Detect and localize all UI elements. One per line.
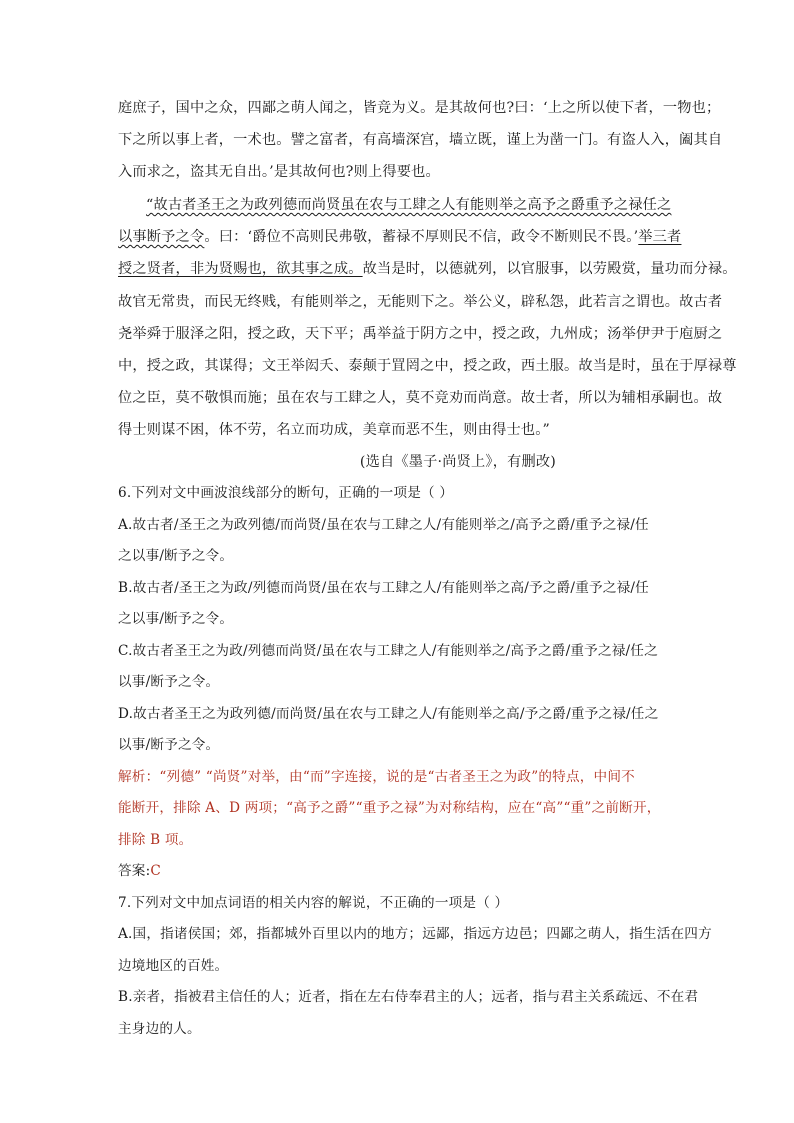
underlined-text: 授之贤者，非为贤赐也，欲其事之成。	[118, 261, 363, 277]
passage-paragraph-start	[146, 195, 676, 215]
question-7-option-b: B.亲者，指被君主信任的人；近者，指在左右侍奉君主的人；远者，指与君主关系疏远、不在君	[118, 989, 699, 1005]
answer-label: 答案:	[118, 863, 151, 879]
question-6-option-c: C.故古者圣王之为政/列德而尚贤/虽在农与工肆之人/有能则举之/高予之爵/重予之禄/任之	[118, 643, 658, 659]
question-6-stem: 6.下列对文中画波浪线部分的断句，正确的一项是（ ）	[118, 485, 454, 501]
question-6-option-b-cont: 之以事/断予之令。	[118, 611, 234, 627]
passage-line: 故官无常贵，而民无终贱，有能则举之，无能则下之。举公义，辟私怨，此若言之谓也。故古者	[118, 294, 723, 310]
passage-text: 。曰：‘爵位不高则民弗敬，蓄禄不厚则民不信，政令不断则民不畏。’	[204, 229, 639, 245]
wavy-underlined-text: “故古者圣王之为政列德而尚贤虽在农与工肆之人有能则举之高予之爵重予之禄任之	[146, 197, 672, 213]
passage-line	[118, 227, 682, 247]
question-7-option-b-cont: 主身边的人。	[118, 1021, 201, 1037]
question-6-option-a: A.故古者/圣王之为政列德/而尚贤/虽在农与工肆之人/有能则举之/高予之爵/重予之禄/任	[118, 517, 649, 533]
passage-line: 入而求之，盗其无自出。’是其故何也?则上得要也。	[118, 164, 440, 180]
answer-line	[118, 861, 678, 881]
analysis-text: 解析：“列德” “尚贤”对举，由“而”字连接，说的是“古者圣王之为政”的特点，中间不	[118, 769, 635, 785]
answer-value: C	[150, 863, 161, 879]
passage-line: 得士则谋不困，体不劳，名立而功成，美章而恶不生，则由得士也。”	[118, 422, 550, 438]
passage-line: 中，授之政，其谋得；文王举闳夭、泰颠于罝罔之中，授之政，西土服。故当是时，虽在于厚禄尊	[118, 358, 737, 374]
underlined-text: 举三者	[638, 229, 682, 245]
source-citation: (选自《墨子·尚贤上》，有删改)	[359, 454, 556, 470]
question-6-option-a-cont: 之以事/断予之令。	[118, 548, 234, 564]
analysis-text: 能断开，排除 A、D 两项；“高予之爵”“重予之禄”为对称结构，应在“高”“重”之前断开，	[118, 800, 661, 816]
wavy-underlined-text: 以事断予之令	[118, 229, 205, 245]
passage-line	[118, 259, 737, 279]
question-7-option-a-cont: 边境地区的百姓。	[118, 958, 229, 974]
question-6-option-c-cont: 以事/断予之令。	[118, 674, 220, 690]
question-6-option-b: B.故古者/圣王之为政/列德而尚贤/虽在农与工肆之人/有能则举之高/予之爵/重予之禄/任	[118, 580, 649, 596]
question-7-stem: 7.下列对文中加点词语的相关内容的解说，不正确的一项是（ ）	[118, 895, 509, 911]
passage-line: 下之所以事上者，一术也。譬之富者，有高墙深宫，墙立既，谨上为凿一门。有盗人入，阖其自	[118, 132, 723, 148]
passage-line: 庭庶子，国中之众，四鄙之萌人闻之，皆竞为义。是其故何也?曰：‘上之所以使下者，一物也；	[118, 100, 721, 116]
passage-line: 位之臣，莫不敬惧而施；虽在农与工肆之人，莫不竞劝而尚意。故士者，所以为辅相承嗣也。故	[118, 390, 723, 406]
question-7-option-a: A.国，指诸侯国；郊，指都城外百里以内的地方；远鄙，指远方边邑；四鄙之萌人，指生活在四方	[118, 926, 712, 942]
question-6-option-d: D.故古者圣王之为政列德/而尚贤/虽在农与工肆之人/有能则举之高/予之爵/重予之禄/任之	[118, 706, 659, 722]
passage-text: 故当是时，以德就列，以官服事，以劳殿赏，量功而分禄。	[362, 261, 737, 277]
question-6-option-d-cont: 以事/断予之令。	[118, 737, 220, 753]
analysis-text: 排除 B 项。	[118, 832, 193, 848]
passage-line: 尧举舜于服泽之阳，授之政，天下平；禹举益于阴方之中，授之政，九州成；汤举伊尹于庖厨之	[118, 326, 723, 342]
